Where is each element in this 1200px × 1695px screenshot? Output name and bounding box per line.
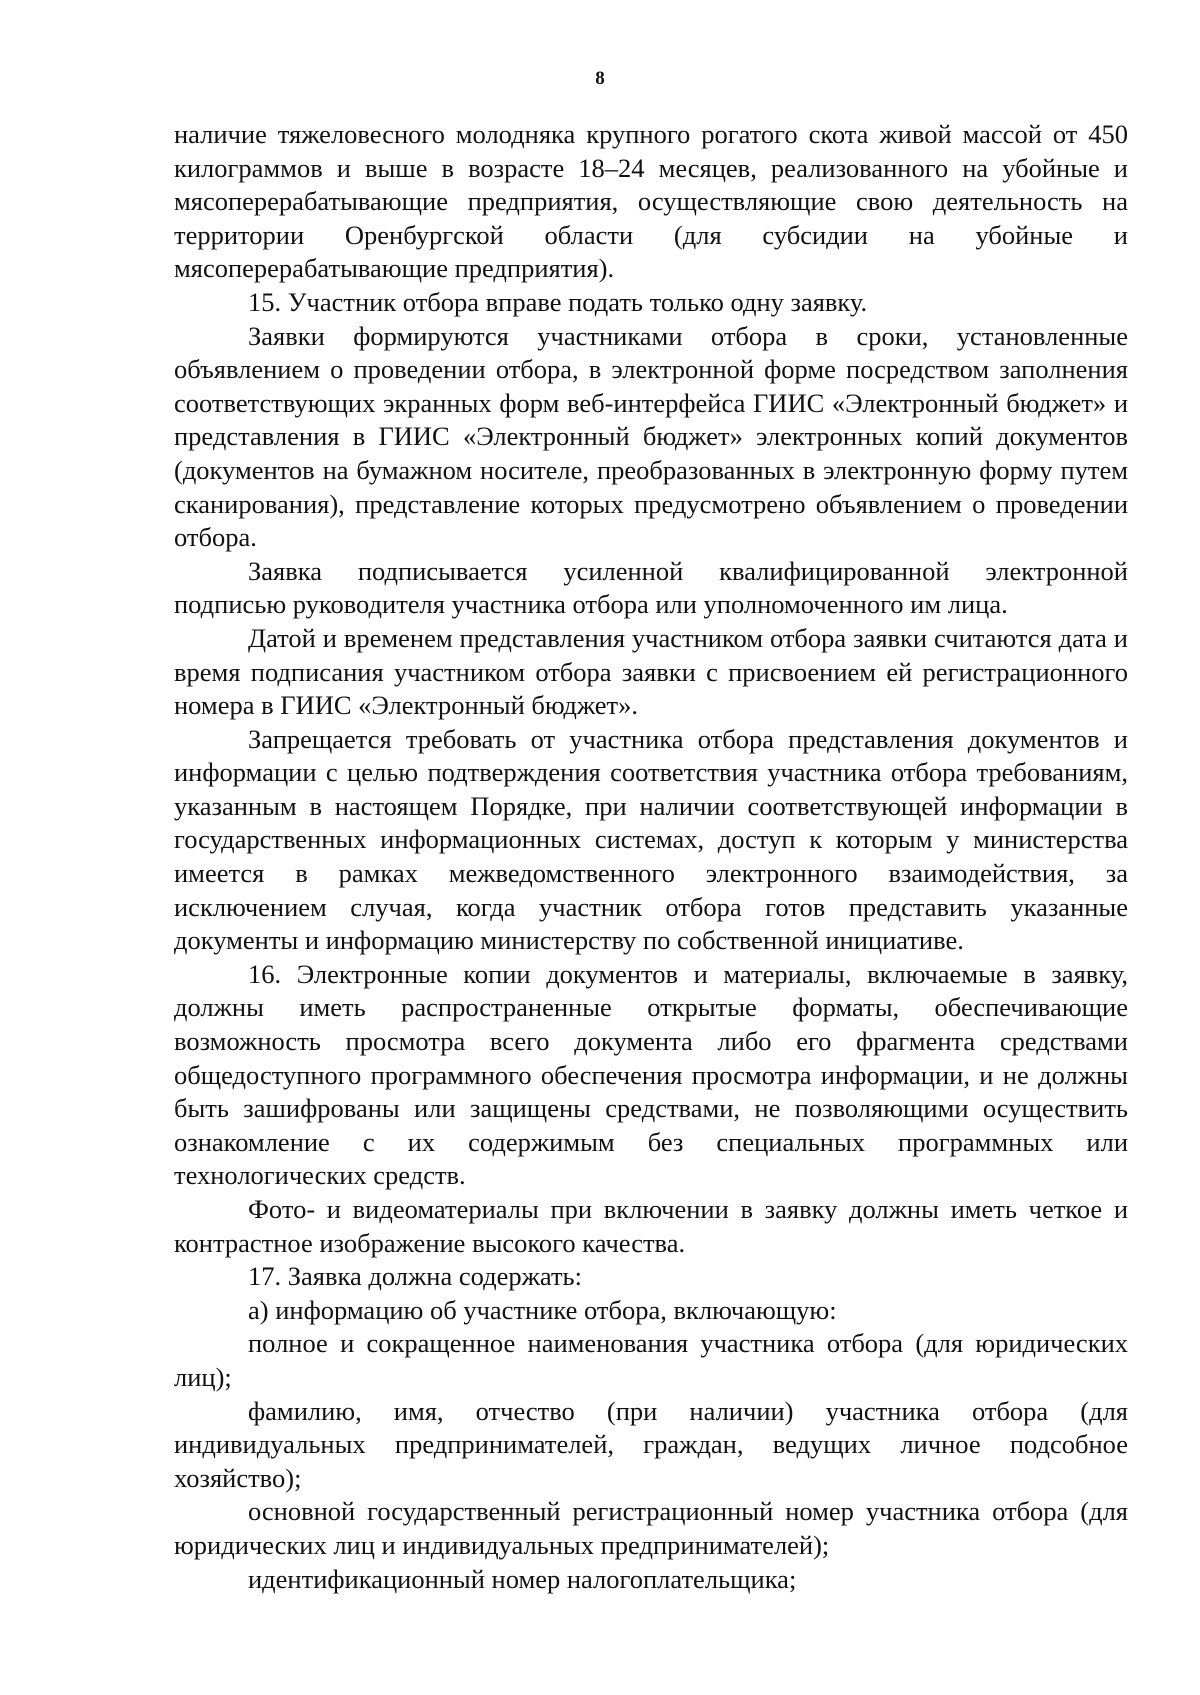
paragraph-submission-date: Датой и временем представления участником отбора заявки считаются дата и время подписания участником отбора заявки с присвоением ей регистрационного номера в ГИИС «Электронный бюджет». xyxy=(174,622,1128,721)
paragraph-subitem-a: а) информацию об участнике отбора, включающую: xyxy=(248,1294,837,1325)
paragraph-inn: идентификационный номер налогоплательщика; xyxy=(248,1563,797,1594)
paragraph-item-16: 16. Электронные копии документов и материалы, включаемые в заявку, должны иметь распространенные открытые форматы, обеспечивающие возможность просмотра всего документа либо его фрагмента средствами общедоступного программного обеспечения просмотра информации, и не должны быть зашифрованы или защищены средствами, не позволяющими осуществить ознакомление с их содержимым без специальных программных или технологических средств. xyxy=(174,958,1128,1191)
page-number: 8 xyxy=(595,68,605,89)
paragraph-photo-video: Фото- и видеоматериалы при включении в заявку должны иметь четкое и контрастное изображение высокого качества. xyxy=(174,1194,1128,1258)
paragraph-continuation: наличие тяжеловесного молодняка крупного рогатого скота живой массой от 450 килограммов и выше в возрасте 18–24 месяцев, реализованного на убойные и мясоперерабатывающие предприятия, осуществляющие свою деятельность на территории Оренбургской области (для субсидии на убойные и мясоперерабатывающие предприятия). xyxy=(174,119,1128,284)
paragraph-person-name: фамилию, имя, отчество (при наличии) участника отбора (для индивидуальных предпринимателей, граждан, ведущих личное подсобное хозяйство); xyxy=(174,1395,1128,1493)
paragraph-prohibition: Запрещается требовать от участника отбора представления документов и информации с целью подтверждения соответствия участника отбора требованиям, указанным в настоящем Порядке, при наличии соответствующей информации в государственных информационных системах, доступ к которым у министерства имеется в рамках межведомственного электронного взаимодействия, за исключением случая, когда участник отбора готов представить указанные документы и информацию министерству по собственной инициативе. xyxy=(174,723,1128,956)
paragraph-full-name: полное и сокращенное наименования участника отбора (для юридических лиц); xyxy=(174,1328,1128,1392)
paragraph-item-17: 17. Заявка должна содержать: xyxy=(248,1261,582,1292)
paragraph-ogrn: основной государственный регистрационный номер участника отбора (для юридических лиц и индивидуальных предпринимателей); xyxy=(174,1496,1128,1560)
document-body xyxy=(174,118,1128,1596)
paragraph-item-15: 15. Участник отбора вправе подать только одну заявку. xyxy=(248,286,868,317)
paragraph-application-forming: Заявки формируются участниками отбора в сроки, установленные объявлением о проведении отбора, в электронной форме посредством заполнения соответствующих экранных форм веб-интерфейса ГИИС «Электронный бюджет» и представления в ГИИС «Электронный бюджет» электронных копий документов (документов на бумажном носителе, преобразованных в электронную форму путем сканирования), представление которых предусмотрено объявлением о проведении отбора. xyxy=(174,320,1128,553)
paragraph-application-signature: Заявка подписывается усиленной квалифицированной электронной подписью руководителя участника отбора или уполномоченного им лица. xyxy=(174,555,1128,620)
